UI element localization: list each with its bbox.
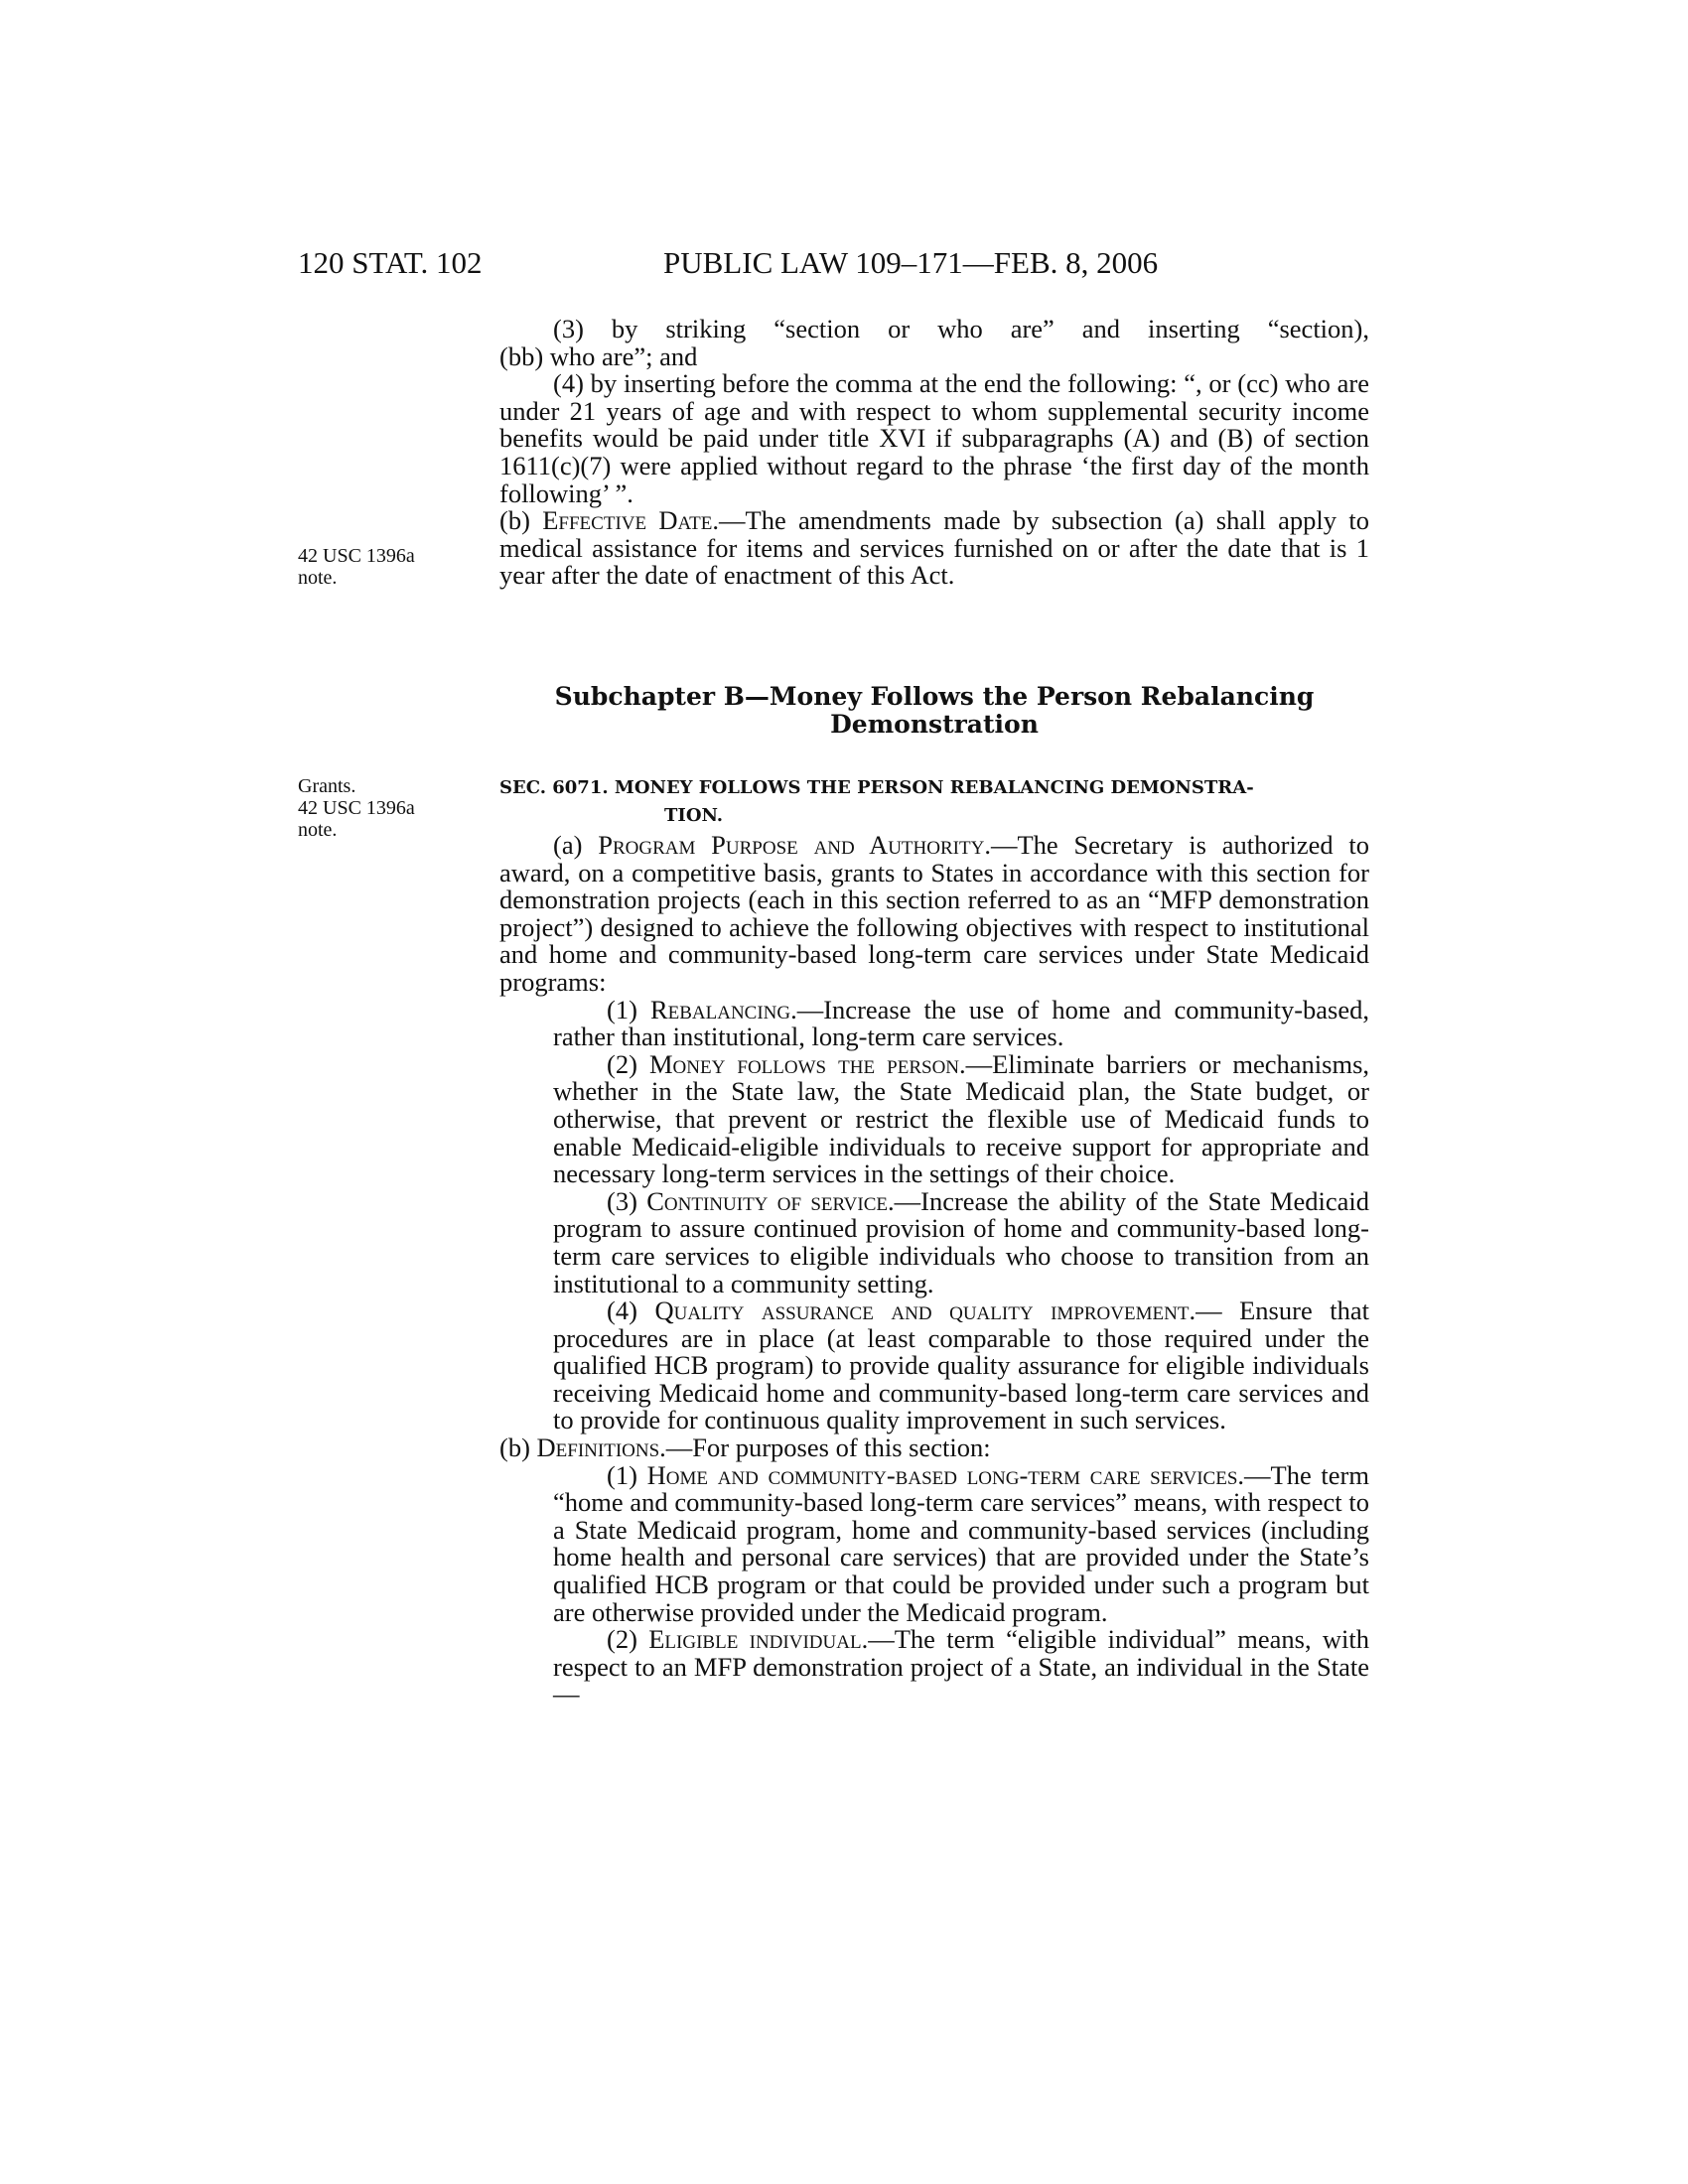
subsection-number: (b) <box>499 1433 530 1463</box>
subsection-b-effective-date <box>499 507 1369 590</box>
paragraph-body: .— Ensure that procedures are in place (at least comparable to those required under the qualified HCB program) to provide quality assurance for eligible individuals receiving Medicaid home and community-based long-term care services and to provide for continuous quality improvement in such services. <box>553 1296 1370 1435</box>
objective-3 <box>499 1185 1370 1298</box>
margin-note-line: note. <box>298 567 338 589</box>
folio-page-number: 120 STAT. 102 <box>298 245 483 280</box>
subsection-a <box>499 832 1369 997</box>
margin-note-2 <box>298 775 457 841</box>
paragraph-heading: Continuity of service <box>646 1185 889 1216</box>
subsection-heading: Definitions <box>536 1433 660 1463</box>
paragraph-body: .—Increase the use of home and community-based, rather than institutional, long-term care services. <box>553 994 1370 1052</box>
subsection-body: .—The amendments made by subsection (a) shall apply to medical assistance for items and services furnished on or after the date that is 1 year after the date of enactment of this Act. <box>499 505 1369 591</box>
paragraph-body: .—The term “home and community-based long-term care services” means, with respect to a State Medicaid program, home and community-based services (including home health and personal care services) that are provided under the State’s qualified HCB program or that could be provided under such a program but are otherwise provided under the Medicaid program. <box>553 1459 1369 1627</box>
definitions-list <box>499 1459 1370 1709</box>
objectives-list <box>499 994 1370 1435</box>
subsection-number: (a) <box>553 830 583 860</box>
paragraph-number: (2) <box>607 1048 637 1079</box>
paragraph-number: (1) <box>607 994 637 1024</box>
paragraph-number: (4) <box>607 1296 637 1326</box>
paragraph-body: .—The term “eligible individual” means, with respect to an MFP demonstration project of a State, an individual in the State— <box>553 1624 1370 1709</box>
subsection-heading: Program Purpose and Authority <box>598 830 985 860</box>
subsection-body: .—The Secretary is authorized to award, on a competitive basis, grants to States in accordance with this section for demonstration projects (each in this section referred to as an “MFP demonstration project”) designed to achieve the following objectives with respect to institutional and home and community-based long-term care services under State Medicaid programs: <box>499 830 1370 997</box>
objective-4 <box>499 1297 1369 1434</box>
paragraph-heading: Money follows the person <box>648 1048 960 1079</box>
paragraph-heading: Home and community-based long-term care services <box>646 1459 1238 1490</box>
paragraph-number: (2) <box>607 1624 637 1655</box>
margin-note-line: Grants. <box>298 775 356 797</box>
paragraph-4 <box>499 370 1369 507</box>
subsection-b-definitions <box>499 1434 1369 1462</box>
definition-1 <box>499 1459 1369 1627</box>
subsection-heading: Effective Date <box>542 505 713 536</box>
section-heading <box>499 774 1369 830</box>
definition-2 <box>499 1626 1369 1708</box>
paragraph-body: .—Increase the ability of the State Medicaid program to assure continued provision of home and community-based long-term care services to eligible individuals who choose to transition from an institutional to a community setting. <box>553 1185 1370 1298</box>
section-heading-line1: SEC. 6071. MONEY FOLLOWS THE PERSON REBALANCING DEMONSTRA- <box>499 777 1254 798</box>
paragraph-body: .—Eliminate barriers or mechanisms, whether in the State law, the State Medicaid plan, the State budget, or otherwise, that prevent or restrict the flexible use of Medicaid funds to enable Medicaid-eligible individuals to receive support for appropriate and necessary long-term services in the settings of their choice. <box>553 1048 1370 1189</box>
paragraph-4-text: (4) by inserting before the comma at the end the following: “, or (cc) who are under 21 years of age and with respect to whom supplemental security income benefits would be paid under title XVI if subparagraphs (A) and (B) of section 1611(c)(7) were applied without regard to the phrase ‘the first day of the month following’ ”. <box>499 368 1369 508</box>
section-heading-line2: TION. <box>664 805 724 826</box>
objective-2 <box>499 1048 1370 1189</box>
subchapter-title-line1: Subchapter B—Money Follows the Person Rebalancing <box>554 682 1315 711</box>
section-body <box>499 832 1369 1708</box>
objective-1 <box>499 994 1370 1052</box>
paragraph-heading: Quality assurance and quality improvement <box>654 1296 1190 1326</box>
paragraph-3-line2: (bb) who are”; and <box>499 341 698 371</box>
margin-note-1 <box>298 545 457 589</box>
subsection-body: .—For purposes of this section: <box>659 1433 991 1463</box>
paragraph-number: (3) <box>607 1185 637 1216</box>
margin-note-line: 42 USC 1396a <box>298 797 415 819</box>
page-header <box>298 245 1370 285</box>
paragraph-3-line1: (3) by striking “section or who are” and inserting “section), <box>553 314 1369 343</box>
subchapter-title-line2: Demonstration <box>830 710 1039 739</box>
margin-note-line: note. <box>298 819 338 841</box>
subchapter-title <box>499 683 1369 739</box>
continued-text-block <box>499 316 1369 590</box>
paragraph-number: (1) <box>607 1459 637 1490</box>
running-head: PUBLIC LAW 109–171—FEB. 8, 2006 <box>663 245 1159 280</box>
paragraph-heading: Rebalancing <box>649 994 791 1024</box>
margin-note-line: 42 USC 1396a <box>298 545 415 567</box>
paragraph-heading: Eligible individual <box>648 1624 862 1655</box>
subsection-number: (b) <box>499 505 530 536</box>
